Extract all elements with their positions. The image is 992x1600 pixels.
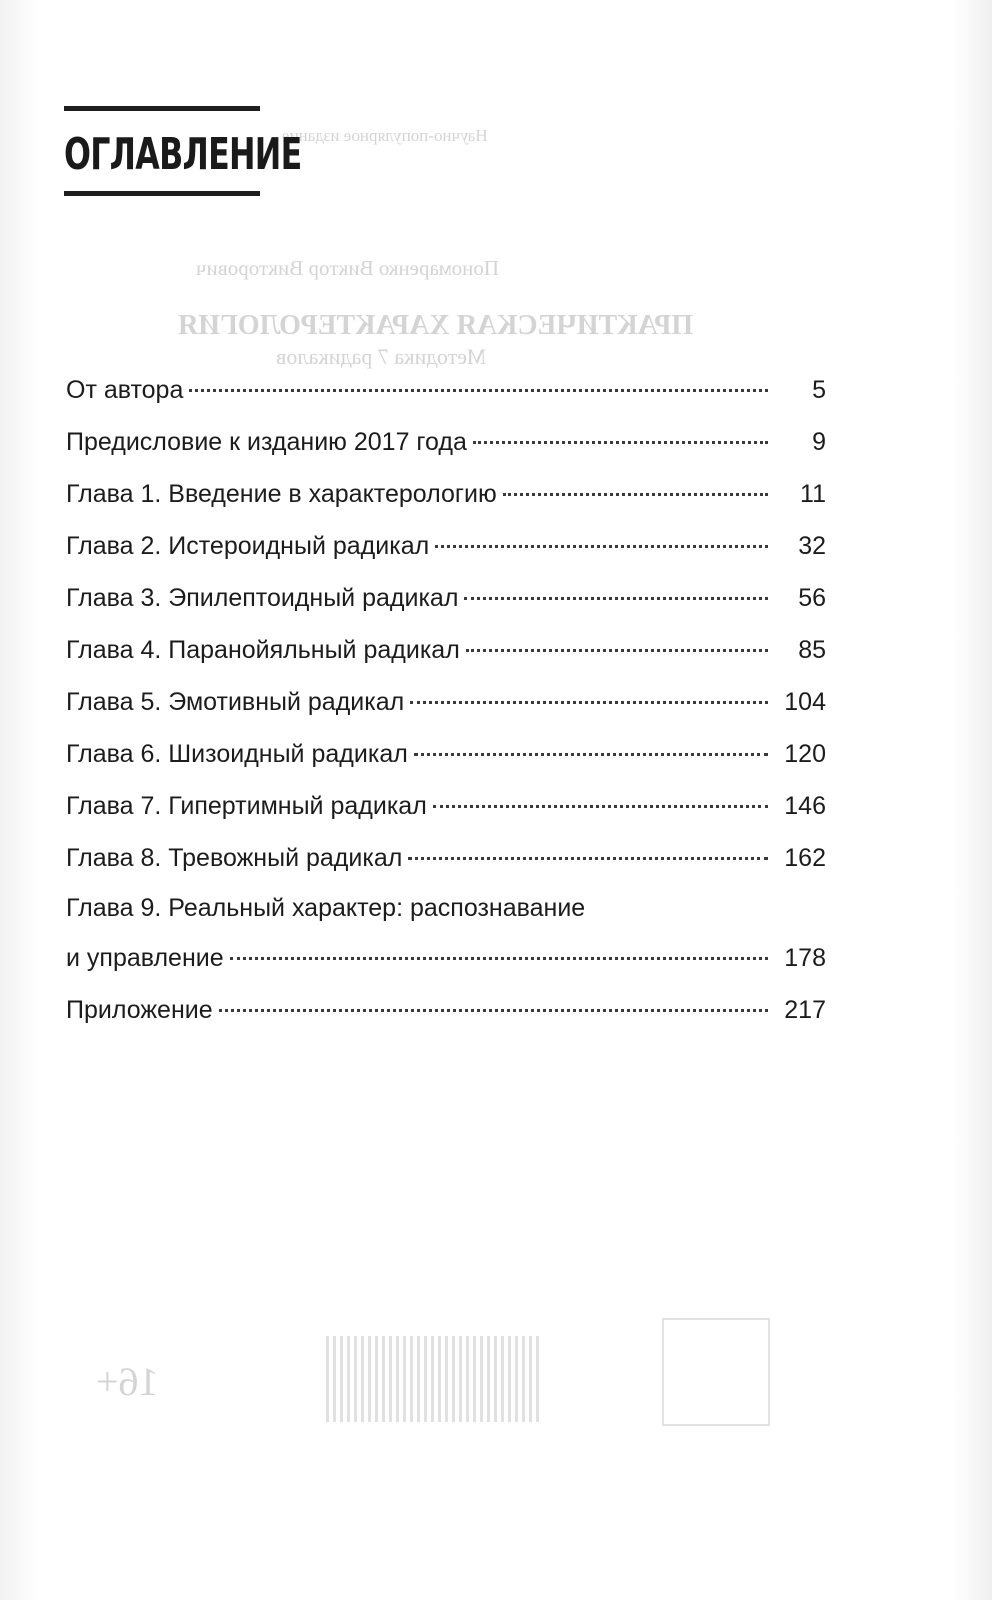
dot-leader xyxy=(473,441,768,444)
toc-entry xyxy=(66,780,826,832)
heading-bottom-rule xyxy=(64,191,260,196)
toc-entry-title: Приложение xyxy=(66,996,213,1024)
toc-entry-title-line1: Глава 9. Реальный характер: распознавание xyxy=(66,894,586,922)
toc-entry-page: 5 xyxy=(812,376,826,404)
bleed-through-text: Методика 7 радикалов xyxy=(276,344,487,369)
toc-entry-page: 56 xyxy=(798,584,826,612)
toc-entry xyxy=(66,416,826,468)
toc-entry-title-line2: и управление xyxy=(66,944,224,972)
toc-entry-title: От автора xyxy=(66,376,184,404)
toc-entry-page: 162 xyxy=(784,844,826,872)
toc-entry xyxy=(66,728,826,780)
toc-entry-page: 11 xyxy=(800,480,826,508)
bleed-through-barcode xyxy=(326,1336,540,1422)
dot-leader xyxy=(408,857,768,860)
toc-entry-page: 217 xyxy=(784,996,826,1024)
toc-entry xyxy=(66,832,826,884)
toc-entry-title: Глава 8. Тревожный радикал xyxy=(66,844,403,872)
dot-leader xyxy=(230,957,768,960)
toc-entry-page: 104 xyxy=(784,688,826,716)
toc-entry-title: Глава 4. Паранойяльный радикал xyxy=(66,636,460,664)
toc-entry-title: Глава 5. Эмотивный радикал xyxy=(66,688,405,716)
bleed-through-age-mark: 16+ xyxy=(96,1359,159,1404)
toc-entry xyxy=(66,676,826,728)
toc-entry xyxy=(66,624,826,676)
toc-heading xyxy=(64,106,302,196)
toc-entry xyxy=(66,984,826,1036)
dot-leader xyxy=(503,493,768,496)
dot-leader xyxy=(410,701,768,704)
dot-leader xyxy=(189,389,768,392)
bleed-through-text: Пономаренко Виктор Викторович xyxy=(196,256,500,280)
toc-entry-second-line xyxy=(66,932,826,984)
toc-entry-title: Глава 7. Гипертимный радикал xyxy=(66,792,427,820)
bleed-through-text: ПРАКТИЧЕСКАЯ ХАРАКТЕРОЛОГИЯ xyxy=(178,310,694,341)
toc-entry-title: Глава 3. Эпилептоидный радикал xyxy=(66,584,459,612)
dot-leader xyxy=(219,1009,768,1012)
dot-leader xyxy=(435,545,768,548)
toc-entry xyxy=(66,520,826,572)
page-title: ОГЛАВЛЕНИЕ xyxy=(64,129,302,180)
toc-entry-title: Глава 1. Введение в характерологию xyxy=(66,480,497,508)
toc-entry-title: Глава 2. Истероидный радикал xyxy=(66,532,430,560)
toc-entry-title: Глава 6. Шизоидный радикал xyxy=(66,740,408,768)
toc-entry xyxy=(66,468,826,520)
bleed-through-qr-code xyxy=(662,1318,770,1426)
toc-entry-page: 9 xyxy=(812,428,826,456)
toc-entry-page: 178 xyxy=(784,944,826,972)
toc-entry-page: 120 xyxy=(784,740,826,768)
dot-leader xyxy=(433,805,768,808)
toc-entry-page: 146 xyxy=(784,792,826,820)
toc-entry xyxy=(66,364,826,416)
toc-entry-title: Предисловие к изданию 2017 года xyxy=(66,428,467,456)
dot-leader xyxy=(464,597,768,600)
toc-entry xyxy=(66,572,826,624)
toc-entry-page: 32 xyxy=(798,532,826,560)
toc-entry-page: 85 xyxy=(798,636,826,664)
dot-leader xyxy=(466,649,768,652)
toc-entry xyxy=(66,884,826,984)
dot-leader xyxy=(414,753,768,756)
bleed-through-text: Научно-популярное издание xyxy=(282,126,488,145)
table-of-contents xyxy=(66,364,826,1036)
